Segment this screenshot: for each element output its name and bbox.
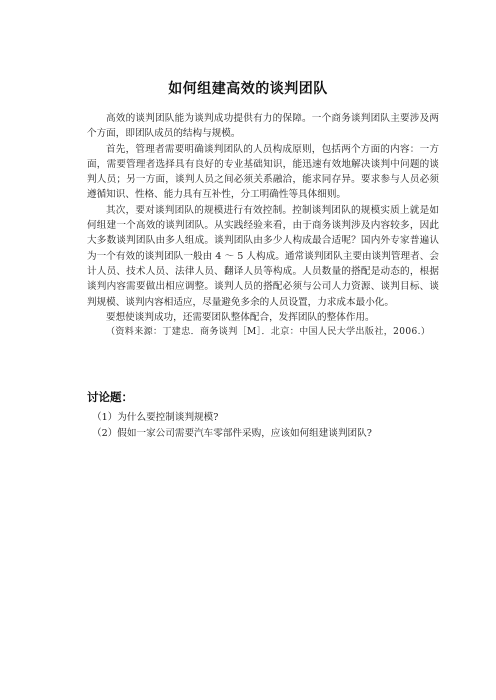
paragraph-intro: 高效的谈判团队能为谈判成功提供有力的保障。一个商务谈判团队主要涉及两个方面，即团队成员的结构与规模。 xyxy=(87,113,439,140)
discussion-questions xyxy=(87,410,439,441)
paragraph-scale: 其次，要对谈判团队的规模进行有效控制。控制谈判团队的规模实质上就是如何组建一个高效的谈判团队。从实践经验来看，由于商务谈判涉及内容较多，因此大多数谈判团队由多人组成。谈判团队由多少人构成最合适呢？国内外专家普遍认为一个有效的谈判团队一般由 4 ～ 5 人构成。通常谈判团队主要由谈判管理者、会计人员、技术人员、法律人员、翻译人员等构成。人员数量的搭配是动态的，根据谈判内容需要做出相应调整。谈判人员的搭配必须与公司人力资源、谈判目标、谈判规模、谈判内容相适应，尽量避免多余的人员设置，力求成本最小化。 xyxy=(87,204,439,308)
document-body xyxy=(87,111,439,341)
paragraph-composition: 首先，管理者需要明确谈判团队的人员构成原则，包括两个方面的内容：一方面，需要管理者选择具有良好的专业基础知识，能迅速有效地解决谈判中问题的谈判人员；另一方面，谈判人员之间必须关系融洽，能求同存异。要求参与人员必须遵循知识、性格、能力具有互补性，分工明确性等具体细则。 xyxy=(87,143,439,201)
document-title: 如何组建高效的谈判团队 xyxy=(168,81,328,97)
question-item: （2）假如一家公司需要汽车零部件采购，应该如何组建谈判团队? xyxy=(92,427,372,439)
discussion-heading: 讨论题： xyxy=(87,390,133,404)
source-citation: （资料来源：丁建忠．商务谈判［M］．北京：中国人民大学出版社，2006.） xyxy=(106,327,431,338)
paragraph-conclusion: 要想使谈判成功，还需要团队整体配合，发挥团队的整体作用。 xyxy=(106,311,375,323)
question-item: （1）为什么要控制谈判规模? xyxy=(92,412,219,423)
